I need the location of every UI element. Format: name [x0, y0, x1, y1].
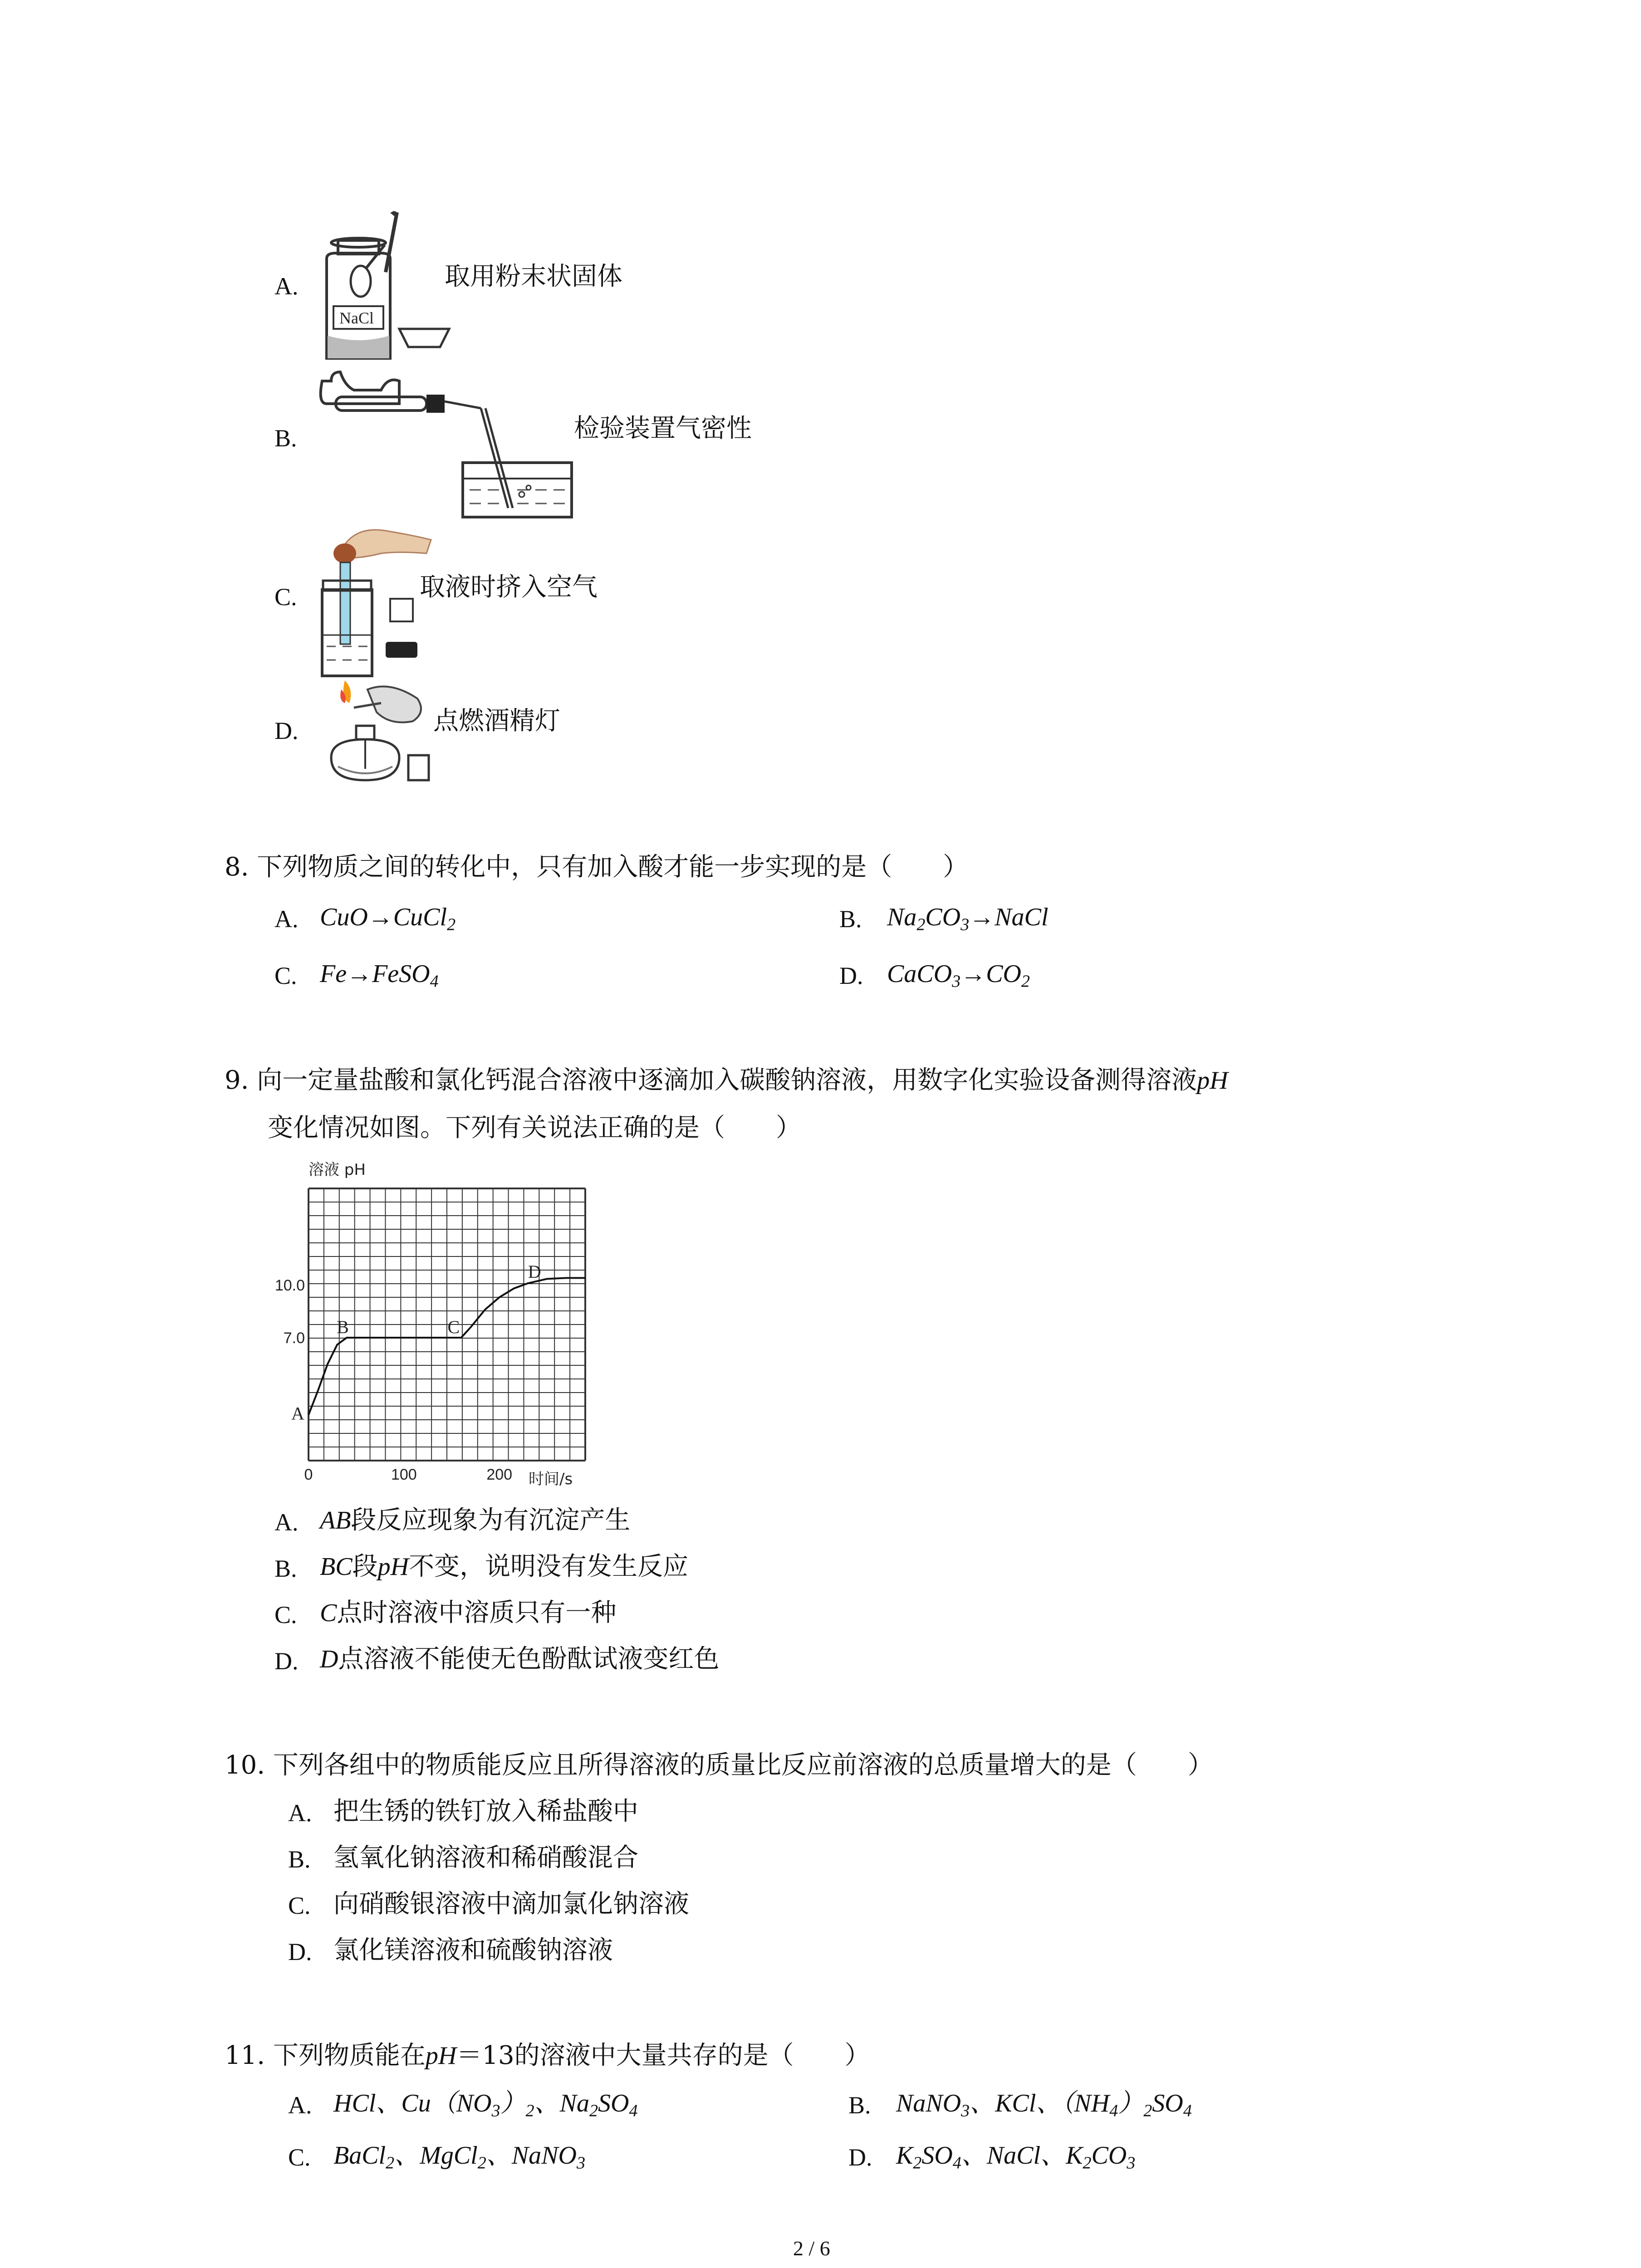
- option-formula: HCl、$Cu(NO_3)_2$、$Na_2SO_4$: [333, 2089, 638, 2121]
- option-letter: A.: [274, 273, 299, 300]
- x-tick-label: 200: [486, 1466, 513, 1483]
- option-formula: CuO→CuCl$_2$: [320, 903, 456, 934]
- option-letter: D.: [288, 1938, 312, 1965]
- option-text: 氢氧化钠溶液和稀硝酸混合: [333, 1843, 638, 1872]
- page-number: 2 / 6: [793, 2237, 830, 2260]
- option-letter: D.: [274, 717, 299, 744]
- option-text: C点时溶液中溶质只有一种: [320, 1598, 617, 1628]
- option-text: AB段反应现象为有沉淀产生: [320, 1505, 631, 1535]
- point-label-B: B: [337, 1317, 349, 1338]
- option-formula: $K_2SO_4$、NaCl、$K_2CO_3$: [896, 2141, 1136, 2173]
- option-formula: BaCl$_2$、MgCl$_2$、NaNO$_3$: [333, 2141, 585, 2173]
- option-letter: C.: [274, 583, 297, 611]
- option-text: BC段pH不变，说明没有发生反应: [320, 1552, 689, 1581]
- question-stem: 11. 下列物质能在pH＝13的溶液中大量共存的是（ ）: [225, 2041, 870, 2070]
- question-stem: 10. 下列各组中的物质能反应且所得溶液的质量比反应前溶液的总质量增大的是（ ）: [225, 1750, 1213, 1780]
- airtightness-check-illustration: [318, 363, 581, 522]
- y-tick-label: 10.0: [274, 1276, 305, 1294]
- option-letter: A.: [274, 1509, 299, 1536]
- option-letter: B.: [288, 1846, 311, 1873]
- question-stem: 8. 下列物质之间的转化中，只有加入酸才能一步实现的是（ ）: [225, 852, 969, 882]
- option-text: 检验装置气密性: [574, 414, 752, 443]
- ph-time-chart: [254, 1148, 599, 1501]
- x-tick-label: 100: [391, 1466, 417, 1483]
- option-letter: B.: [274, 425, 297, 452]
- option-text: 点燃酒精灯: [433, 706, 560, 736]
- y-tick-label: 7.0: [283, 1330, 305, 1347]
- point-label-C: C: [447, 1317, 460, 1338]
- point-label-D: D: [528, 1261, 541, 1282]
- option-formula: NaNO$_3$、KCl、$(NH_4)_2SO_4$: [896, 2089, 1192, 2121]
- y-axis-label: 溶液 pH: [309, 1161, 366, 1179]
- option-letter: C.: [288, 1892, 311, 1919]
- question-stem: 9. 向一定量盐酸和氯化钙混合溶液中逐滴加入碳酸钠溶液，用数字化实验设备测得溶液pH: [225, 1066, 1228, 1095]
- option-letter: C.: [274, 1601, 297, 1628]
- dropper-liquid-illustration: [318, 526, 436, 676]
- option-text: 氯化镁溶液和硫酸钠溶液: [333, 1936, 613, 1965]
- option-letter: D.: [839, 962, 863, 989]
- option-letter: C.: [288, 2144, 311, 2171]
- option-letter: B.: [839, 905, 862, 933]
- option-letter: B.: [274, 1555, 297, 1582]
- option-letter: D.: [274, 1647, 299, 1675]
- option-letter: B.: [848, 2092, 871, 2119]
- powder-spoon-bottle-illustration: [318, 209, 463, 363]
- option-letter: A.: [288, 2092, 312, 2119]
- alcohol-lamp-lighting-illustration: [313, 676, 440, 794]
- option-formula: $CaCO_3\to CO_2$: [887, 960, 1030, 991]
- option-text: 取液时挤入空气: [420, 572, 598, 602]
- bottle-label: NaCl: [339, 309, 374, 327]
- option-letter: A.: [288, 1799, 312, 1827]
- question-stem-line2: 变化情况如图。下列有关说法正确的是（ ）: [268, 1113, 801, 1143]
- option-formula: Fe→FeSO$_4$: [320, 960, 439, 991]
- option-letter: D.: [848, 2144, 872, 2171]
- x-tick-label: 0: [304, 1466, 313, 1483]
- option-text: 取用粉末状固体: [445, 262, 622, 291]
- point-label-A: A: [291, 1403, 304, 1424]
- x-axis-label: 时间/s: [529, 1470, 573, 1488]
- option-text: D点溶液不能使无色酚酞试液变红色: [320, 1644, 720, 1674]
- option-letter: A.: [274, 905, 299, 933]
- option-formula: $Na_2CO_3\to NaCl$: [887, 903, 1048, 934]
- option-text: 把生锈的铁钉放入稀盐酸中: [333, 1797, 638, 1826]
- option-text: 向硝酸银溶液中滴加氯化钠溶液: [333, 1889, 689, 1919]
- option-letter: C.: [274, 962, 297, 989]
